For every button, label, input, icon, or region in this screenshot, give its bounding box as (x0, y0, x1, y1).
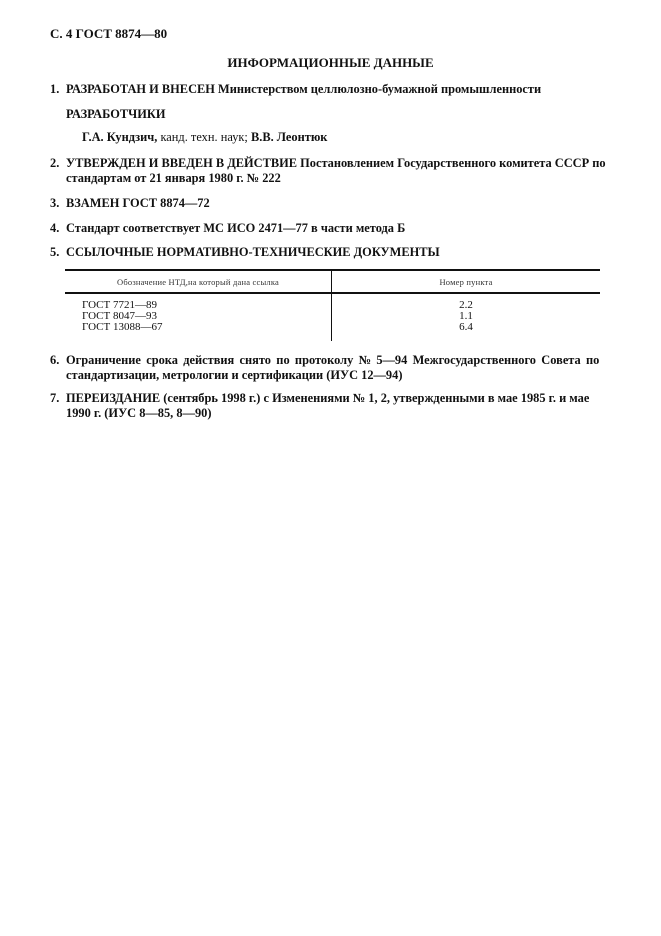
item-5 (50, 245, 440, 260)
table-cell: ГОСТ 13088—67 (82, 321, 163, 333)
table-cell: 2.2 (459, 299, 473, 311)
page-header: С. 4 ГОСТ 8874—80 (50, 26, 168, 41)
table-cell: ГОСТ 8047—93 (82, 310, 157, 322)
table-header-clause: Номер пункта (439, 277, 493, 287)
developer-name: В.В. Леонтюк (250, 130, 328, 144)
item-text-line1: Ограничение срока действия снято по протоколу № 5—94 Межгосударственного Совета по (66, 353, 600, 367)
item-text: Стандарт соответствует МС ИСО 2471—77 в части метода Б (66, 221, 406, 235)
item-number: 7. (50, 391, 60, 405)
item-text: РАЗРАБОТАН И ВНЕСЕН Министерством целлюлозно-бумажной промышленности (66, 82, 542, 96)
table-column-clause (332, 300, 600, 333)
table-column-designation (82, 300, 162, 333)
table-top-rule (65, 269, 600, 271)
developers-heading: РАЗРАБОТЧИКИ (66, 107, 166, 121)
item-text-line2: стандартизации, метрологии и сертификации (ИУС 12—94) (66, 368, 403, 382)
item-text-line2: стандартам от 21 января 1980 г. № 222 (66, 171, 281, 185)
developer-degree: канд. техн. наук; (157, 130, 251, 144)
item-text: ВЗАМЕН ГОСТ 8874—72 (66, 196, 210, 210)
developer-name: Г.А. Кундзич, (82, 130, 158, 144)
item-text-line1: ПЕРЕИЗДАНИЕ (сентябрь 1998 г.) с Изменениями № 1, 2, утвержденными в мае 1985 г. и мае (66, 391, 590, 405)
item-4 (50, 221, 405, 236)
table-cell: 6.4 (459, 321, 473, 333)
item-2 (50, 156, 606, 186)
item-1 (50, 82, 541, 97)
table-header-designation: Обозначение НТД,на который дана ссылка (117, 277, 279, 287)
developers-list (82, 130, 327, 145)
item-number: 2. (50, 156, 60, 170)
item-number: 6. (50, 353, 60, 367)
item-number: 4. (50, 221, 60, 235)
item-number: 5. (50, 245, 60, 259)
item-text: ССЫЛОЧНЫЕ НОРМАТИВНО-ТЕХНИЧЕСКИЕ ДОКУМЕНТЫ (66, 245, 440, 259)
item-number: 1. (50, 82, 60, 96)
table-cell: 1.1 (459, 310, 473, 322)
table-cell: ГОСТ 7721—89 (82, 299, 157, 311)
item-7 (50, 391, 589, 421)
item-text-line2: 1990 г. (ИУС 8—85, 8—90) (66, 406, 212, 420)
section-title: ИНФОРМАЦИОННЫЕ ДАННЫЕ (227, 55, 434, 70)
table-header-rule (65, 292, 600, 294)
item-3 (50, 196, 210, 211)
references-table (65, 269, 600, 341)
item-6 (50, 353, 599, 383)
item-text-line1: УТВЕРЖДЕН И ВВЕДЕН В ДЕЙСТВИЕ Постановлением Государственного комитета СССР по (66, 156, 606, 170)
item-number: 3. (50, 196, 60, 210)
